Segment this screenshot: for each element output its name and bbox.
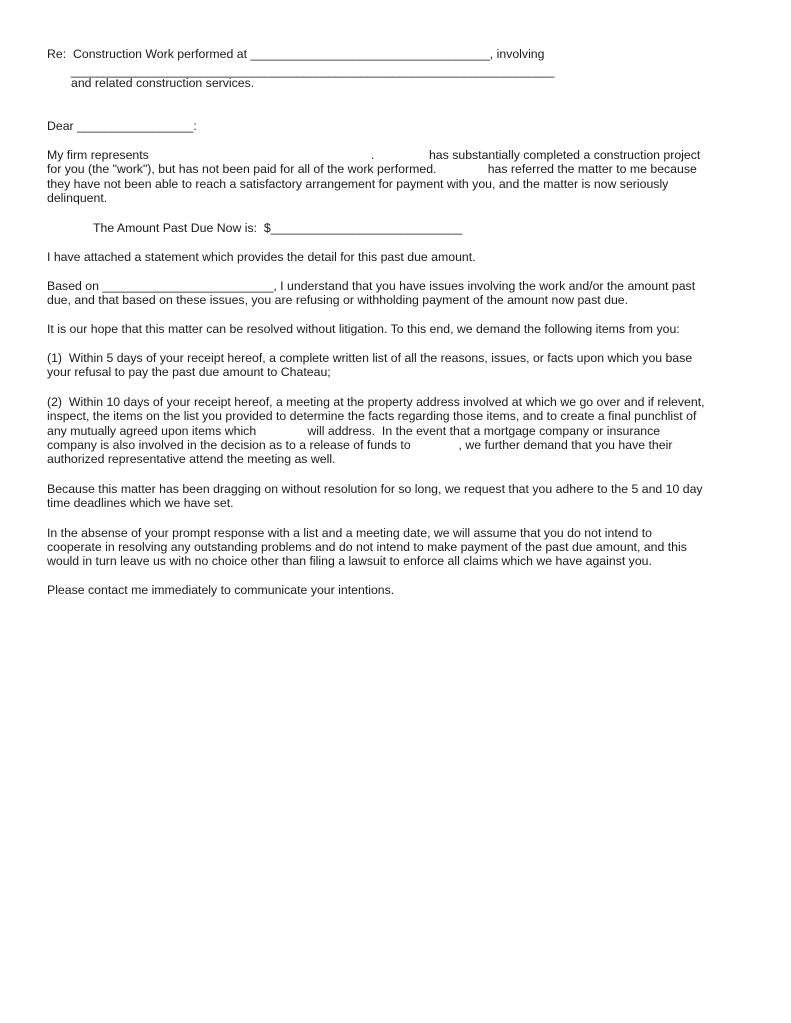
re-line-services: and related construction services. [71,76,255,90]
amount-past-due-line: The Amount Past Due Now is: $____________________________ [93,221,463,235]
paragraph-8-line-3: would in turn leave us with no choice other than filing a lawsuit to enforce all claims which we have against you. [47,554,652,568]
paragraph-1-line-2: for you (the "work"), but has not been paid for all of the work performed. has referred the matter to me because [47,162,697,176]
paragraph-4: It is our hope that this matter can be resolved without litigation. To this end, we demand the following items from you: [47,322,680,336]
paragraph-1-line-3: they have not been able to reach a satisfactory arrangement for payment with you, and the matter is now seriously [47,177,669,191]
paragraph-6-line-1: (2) Within 10 days of your receipt hereof, a meeting at the property address involved at which we go over and if relevent, [47,395,705,409]
paragraph-2: I have attached a statement which provides the detail for this past due amount. [47,250,476,264]
paragraph-6-line-4: company is also involved in the decision as to a release of funds to , we further demand that you have their [47,438,673,452]
paragraph-3-line-2: due, and that based on these issues, you are refusing or withholding payment of the amount now past due. [47,293,629,307]
paragraph-6-line-3: any mutually agreed upon items which will address. In the event that a mortgage company or insurance [47,424,661,438]
paragraph-7-line-1: Because this matter has been dragging on without resolution for so long, we request that you adhere to the 5 and 10 day [47,482,703,496]
paragraph-5-line-1: (1) Within 5 days of your receipt hereof, a complete written list of all the reasons, issues, or facts upon which you base [47,351,693,365]
paragraph-6-line-2: inspect, the items on the list you provided to determine the facts regarding those items, and to create a final punchlist of [47,409,697,423]
paragraph-8-line-1: In the absense of your prompt response with a list and a meeting date, we will assume that you do not intend to [47,526,652,540]
salutation: Dear _________________: [47,119,197,133]
paragraph-1-line-4: delinquent. [47,191,108,205]
paragraph-3-line-1: Based on _________________________, I understand that you have issues involving the work and/or the amount past [47,279,696,293]
paragraph-9: Please contact me immediately to communicate your intentions. [47,583,395,597]
paragraph-1-line-1: My firm represents . has substantially completed a construction project [47,148,701,162]
paragraph-5-line-2: your refusal to pay the past due amount to Chateau; [47,365,331,379]
paragraph-7-line-2: time deadlines which we have set. [47,496,234,510]
re-line: Re: Construction Work performed at ___________________________________, involving [47,47,545,61]
paragraph-6-line-5: authorized representative attend the meeting as well. [47,452,336,466]
paragraph-8-line-2: cooperate in resolving any outstanding problems and do not intend to make payment of the past due amount, and this [47,540,687,554]
re-line-blank: ___________________________________________________________________________ [71,64,554,78]
